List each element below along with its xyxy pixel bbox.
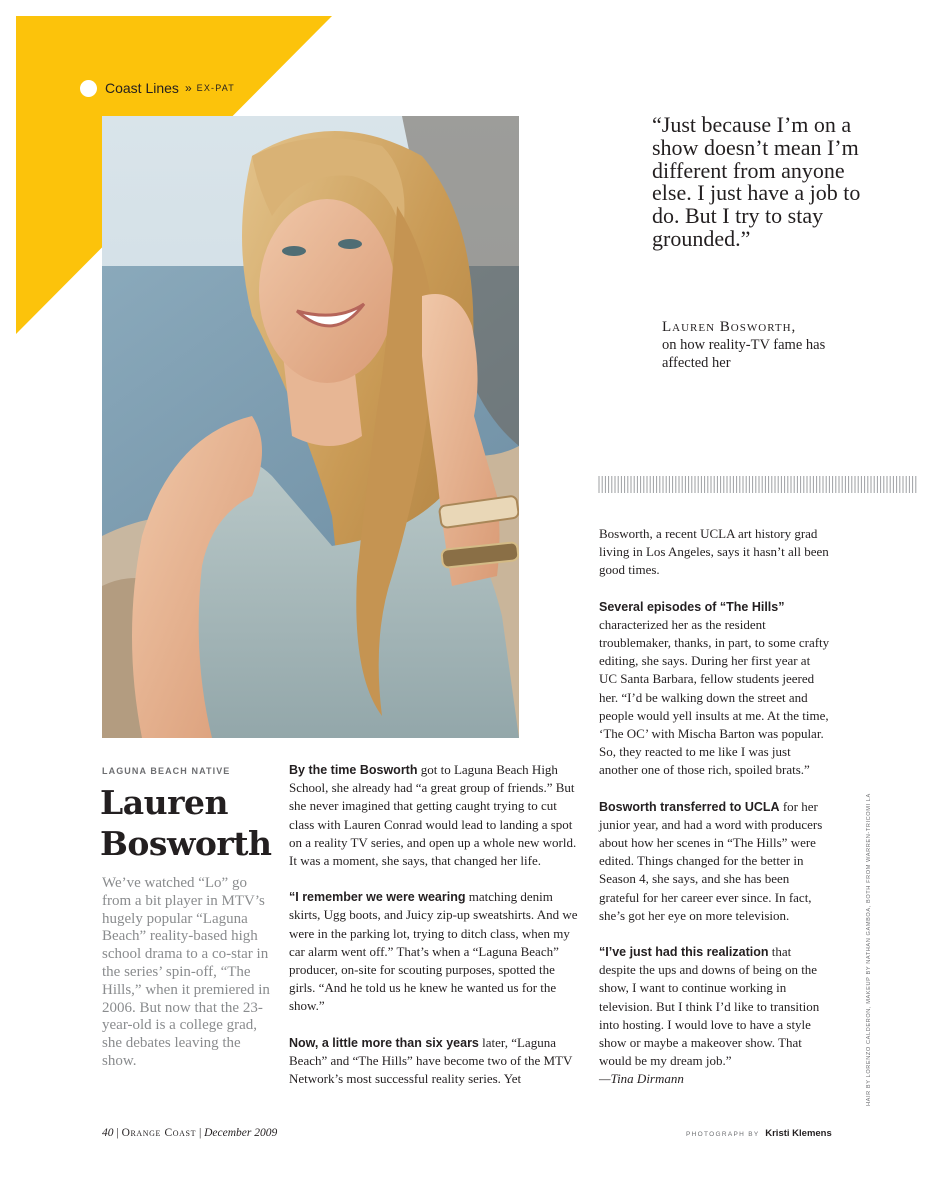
- run-in-lead: By the time Bosworth: [289, 763, 418, 777]
- paragraph-text: Bosworth, a recent UCLA art history grad living in Los Angeles, says it hasn’t all been good times.: [599, 526, 829, 578]
- circle-bullet-icon: [80, 80, 97, 97]
- portrait-photo: [102, 116, 519, 738]
- paragraph-text: later, “Laguna Beach” and “The Hills” have become two of the MTV Network’s most successful reality series. Yet: [289, 1034, 573, 1087]
- body-paragraph: [289, 1034, 579, 1089]
- attribution-context: on how reality-TV fame has affected her: [662, 337, 826, 371]
- article-kicker: LAGUNA BEACH NATIVE: [102, 766, 231, 776]
- section-tag: [80, 78, 235, 98]
- body-paragraph: [289, 888, 579, 1015]
- photo-credit: [686, 1127, 832, 1139]
- paragraph-text: that despite the ups and downs of being on the show, I want to continue working in television. But I think I’d like to transition into hosting. I would love to have a style show or maybe a makeover show. That would be my dream job.”: [599, 944, 820, 1069]
- run-in-lead: Several episodes of “The Hills”: [599, 599, 785, 614]
- folio-separator: |: [198, 1127, 202, 1139]
- run-in-lead: Bosworth transferred to UCLA: [599, 799, 780, 814]
- page-number: 40: [102, 1127, 114, 1139]
- photo-credit-label: PHOTOGRAPH BY: [686, 1131, 760, 1138]
- folio-separator: |: [116, 1127, 119, 1139]
- paragraph-text: matching denim skirts, Ugg boots, and Juicy zip-up sweatshirts. And we were in the parking lot, trying to ditch class, when my car alarm went off.” That’s when a “Laguna Beach” producer, on-site for scouting purposes, spotted the girls. “And he told us he knew he wanted us for the show.”: [289, 889, 578, 1014]
- author-signature: —Tina Dirmann: [599, 1071, 684, 1087]
- paragraph-text: for her junior year, and had a word with producers about how her scenes in “The Hills” were edited. Things changed for the better in Season 4, she says, and she has been grateful for her career ever since. In fact, she’s got her eye on more television.: [599, 798, 823, 923]
- run-in-lead: “I remember we were wearing: [289, 890, 466, 905]
- magazine-name: Orange Coast: [121, 1127, 197, 1139]
- body-paragraph: [289, 761, 579, 870]
- decorative-tick-rule: [598, 476, 918, 493]
- headline-line-1: Lauren: [100, 783, 228, 822]
- section-separator: »: [184, 81, 192, 95]
- section-name: Coast Lines: [105, 80, 179, 96]
- run-in-lead: “I’ve just had this realization: [599, 945, 769, 960]
- body-paragraph: [599, 798, 831, 925]
- body-column-middle: [289, 761, 579, 1106]
- article-dek: We’ve watched “Lo” go from a bit player in MTV’s hugely popular “Laguna Beach” reality-based high school drama to a co-star in the series’ spin-off, “The Hills,” when it premiered in 2006. But now that the 23-year-old is a college grad, she debates leaving the show.: [102, 875, 270, 1069]
- issue-date: December 2009: [204, 1127, 278, 1139]
- pull-quote-attribution: [662, 318, 862, 372]
- section-subname: EX-PAT: [196, 83, 235, 93]
- attribution-name: Lauren Bosworth,: [662, 319, 797, 335]
- styling-credit-text: HAIR BY LORENZO CALDERON, MAKEUP BY NATHAN GAMBOA, BOTH FROM WARREN-TRICOMI LA: [866, 793, 872, 1106]
- page-folio: [102, 1127, 277, 1139]
- pull-quote: “Just because I’m on a show doesn’t mean I’m different from anyone else. I just have a job to do. But I try to stay grounded.”: [652, 112, 861, 251]
- run-in-lead: Now, a little more than six years: [289, 1035, 479, 1050]
- headline-line-2: Bosworth: [100, 824, 272, 863]
- paragraph-text: got to Laguna Beach High School, she already had “a great group of friends.” But she never imagined that getting caught trying to cut class with Lauren Conrad would lead to landing a spot on a reality TV series, and open up a whole new world. It was a moment, she says, that changed her life.: [289, 762, 577, 869]
- body-paragraph: [599, 525, 831, 580]
- body-column-right: [599, 525, 831, 1089]
- article-headline: [100, 782, 290, 864]
- body-paragraph: [599, 943, 831, 1089]
- body-paragraph: [599, 598, 831, 780]
- photographer-name: Kristi Klemens: [765, 1128, 832, 1139]
- vertical-styling-credit: [866, 793, 878, 1110]
- paragraph-text: characterized her as the resident troublemaker, thanks, in part, to some crafty editing, she says. During her first year at UC Santa Barbara, fellow students jeered her. “I’d be walking down the street and people would yell insults at me. At the time, ‘The OC’ with Mischa Barton was popular. So, they reacted to me like I was just another one of those rich, spoiled brats.”: [599, 616, 830, 778]
